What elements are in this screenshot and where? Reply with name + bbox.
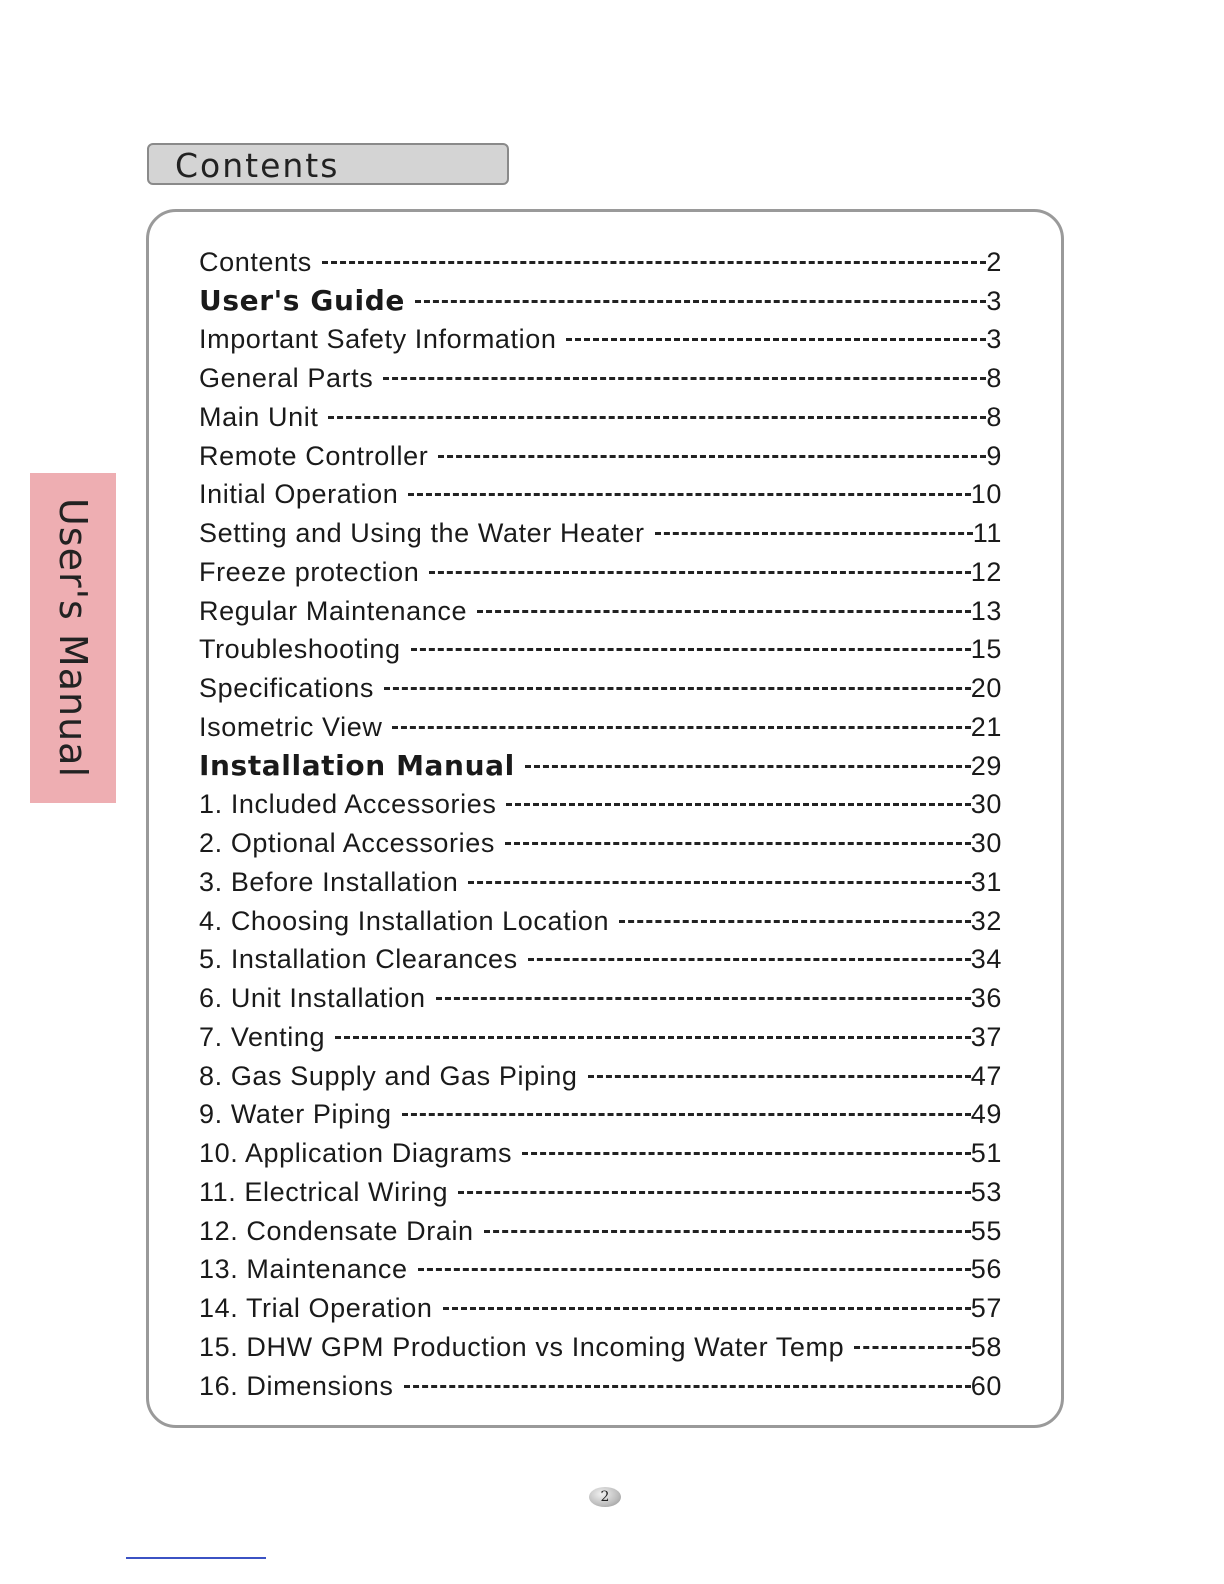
toc-dot-leader [415, 300, 986, 303]
toc-entry-page: 3 [986, 324, 1002, 355]
toc-entry-title: Troubleshooting [199, 634, 401, 665]
toc-entry-page: 31 [970, 866, 1002, 897]
toc-entry-page: 30 [970, 789, 1002, 820]
toc-entry-page: 57 [970, 1293, 1002, 1323]
toc-entry-page: 8 [986, 363, 1002, 393]
toc-entry-title: 8. Gas Supply and Gas Piping [199, 1060, 578, 1091]
toc-dot-leader [443, 1307, 971, 1310]
toc-dot-leader [418, 1268, 971, 1271]
toc-entry-page: 20 [970, 673, 1002, 703]
toc-dot-leader [408, 493, 970, 496]
toc-entry-title: 15. DHW GPM Production vs Incoming Water Temp [199, 1331, 845, 1362]
toc-entry[interactable] [199, 785, 1002, 824]
toc-entry-page: 34 [970, 944, 1002, 975]
toc-dot-leader [429, 571, 970, 574]
toc-entry-title: Isometric View [199, 711, 383, 742]
toc-entry-page: 30 [970, 828, 1002, 858]
toc-entry-page: 29 [970, 750, 1002, 781]
toc-entry[interactable] [199, 707, 1002, 746]
toc-dot-leader [392, 726, 970, 729]
toc-entry-page: 36 [970, 983, 1002, 1013]
toc-entry-title: 2. Optional Accessories [199, 828, 495, 858]
toc-entry[interactable] [199, 1327, 1002, 1366]
users-manual-side-tab [30, 473, 116, 803]
toc-entry-title: General Parts [199, 363, 374, 393]
toc-entry-page: 53 [970, 1176, 1002, 1207]
toc-dot-leader [525, 765, 971, 768]
toc-dot-leader [335, 1036, 971, 1039]
toc-entry-page: 8 [986, 401, 1002, 432]
toc-entry-title: Freeze protection [199, 556, 420, 587]
toc-entry-title: 6. Unit Installation [199, 983, 426, 1013]
toc-entry[interactable] [199, 823, 1002, 862]
toc-entry-title: Important Safety Information [199, 324, 557, 355]
toc-entry-page: 47 [970, 1060, 1002, 1091]
toc-dot-leader [328, 416, 986, 419]
contents-header-title: Contents [175, 146, 340, 185]
page-number: 2 [589, 1487, 621, 1507]
toc-entry[interactable] [199, 668, 1002, 707]
toc-entry-title: 4. Choosing Installation Location [199, 905, 610, 936]
toc-entry[interactable] [199, 513, 1002, 552]
toc-dot-leader [505, 842, 971, 845]
toc-entry-page: 9 [986, 440, 1002, 471]
toc-entry-title: Contents [199, 246, 312, 277]
toc-entry[interactable] [199, 862, 1002, 901]
toc-dot-leader [438, 455, 986, 458]
toc-dot-leader [655, 532, 973, 535]
toc-entry[interactable] [199, 436, 1002, 475]
toc-dot-leader [384, 687, 971, 690]
toc-entry-page: 11 [972, 518, 1002, 548]
toc-entry-page: 37 [970, 1021, 1002, 1052]
toc-entry-title: Remote Controller [199, 440, 429, 471]
toc-dot-leader [458, 1191, 971, 1194]
toc-entry-title: Main Unit [199, 401, 319, 432]
toc-entry[interactable] [199, 1366, 1002, 1405]
toc-entry[interactable] [199, 746, 1002, 785]
toc-entry-title: Regular Maintenance [199, 595, 468, 626]
toc-entry-title: 12. Condensate Drain [199, 1215, 474, 1246]
toc-entry-title: 1. Included Accessories [199, 789, 497, 820]
toc-dot-leader [506, 803, 970, 806]
toc-entry[interactable] [199, 281, 1002, 320]
toc-entry[interactable] [199, 591, 1002, 630]
toc-entry[interactable] [199, 630, 1002, 669]
toc-dot-leader [404, 1385, 971, 1388]
contents-header-tab [147, 143, 509, 185]
toc-dot-leader [588, 1075, 971, 1078]
toc-entry-title: Specifications [199, 673, 374, 703]
toc-entry-title: 3. Before Installation [199, 866, 459, 897]
toc-entry[interactable] [199, 1172, 1002, 1211]
toc-entry[interactable] [199, 358, 1002, 397]
toc-entry[interactable] [199, 320, 1002, 359]
toc-entry-page: 12 [970, 556, 1002, 587]
toc-dot-leader [477, 610, 971, 613]
toc-entry-page: 51 [970, 1138, 1002, 1168]
toc-entry-page: 13 [970, 595, 1002, 626]
toc-entry-title: 5. Installation Clearances [199, 944, 518, 975]
toc-dot-leader [436, 997, 971, 1000]
toc-entry-page: 32 [970, 905, 1002, 936]
toc-entry[interactable] [199, 397, 1002, 436]
toc-entry[interactable] [199, 1288, 1002, 1327]
toc-dot-leader [484, 1230, 971, 1233]
toc-dot-leader [383, 377, 986, 380]
toc-entry-title: Initial Operation [199, 479, 399, 510]
toc-entry[interactable] [199, 1133, 1002, 1172]
toc-entry-page: 55 [970, 1215, 1002, 1246]
toc-entry-page: 10 [970, 479, 1002, 510]
toc-dot-leader [411, 648, 971, 651]
toc-entry-page: 60 [970, 1370, 1002, 1401]
toc-dot-leader [402, 1113, 971, 1116]
toc-entry-title: 14. Trial Operation [199, 1293, 433, 1323]
toc-entry-page: 15 [970, 634, 1002, 665]
toc-entry-page: 21 [970, 711, 1002, 742]
toc-dot-leader [522, 1152, 971, 1155]
toc-entry-title: 7. Venting [199, 1021, 326, 1052]
toc-entry[interactable] [199, 940, 1002, 979]
toc-dot-leader [322, 261, 987, 264]
toc-entry-title: 16. Dimensions [199, 1370, 394, 1401]
toc-entry[interactable] [199, 1211, 1002, 1250]
toc-dot-leader [854, 1346, 971, 1349]
toc-entry-page: 49 [970, 1099, 1002, 1130]
toc-entry[interactable] [199, 1017, 1002, 1056]
toc-entry[interactable] [199, 475, 1002, 514]
toc-entry[interactable] [199, 1095, 1002, 1134]
toc-entry-title: 13. Maintenance [199, 1254, 408, 1285]
toc-entry-title: 10. Application Diagrams [199, 1138, 513, 1168]
side-tab-label: User's Manual [51, 497, 95, 779]
toc-entry-page: 2 [986, 246, 1002, 277]
toc-entry-page: 58 [970, 1331, 1002, 1362]
toc-entry-title: Installation Manual [199, 748, 515, 782]
toc-entry[interactable] [199, 242, 1002, 281]
toc-entry[interactable] [199, 978, 1002, 1017]
toc-entry[interactable] [199, 1250, 1002, 1289]
toc-dot-leader [468, 881, 970, 884]
toc-entry-title: 9. Water Piping [199, 1099, 392, 1130]
toc-entry-title: Setting and Using the Water Heater [199, 518, 645, 548]
toc-entry-title: 11. Electrical Wiring [199, 1176, 449, 1207]
toc-dot-leader [528, 958, 971, 961]
toc-dot-leader [566, 338, 986, 341]
table-of-contents [199, 242, 1002, 1405]
footer-divider [126, 1557, 266, 1559]
toc-entry[interactable] [199, 552, 1002, 591]
toc-entry-title: User's Guide [199, 283, 405, 317]
toc-dot-leader [619, 920, 971, 923]
toc-entry-page: 56 [970, 1254, 1002, 1285]
toc-entry-page: 3 [986, 285, 1002, 316]
toc-entry[interactable] [199, 901, 1002, 940]
toc-entry[interactable] [199, 1056, 1002, 1095]
